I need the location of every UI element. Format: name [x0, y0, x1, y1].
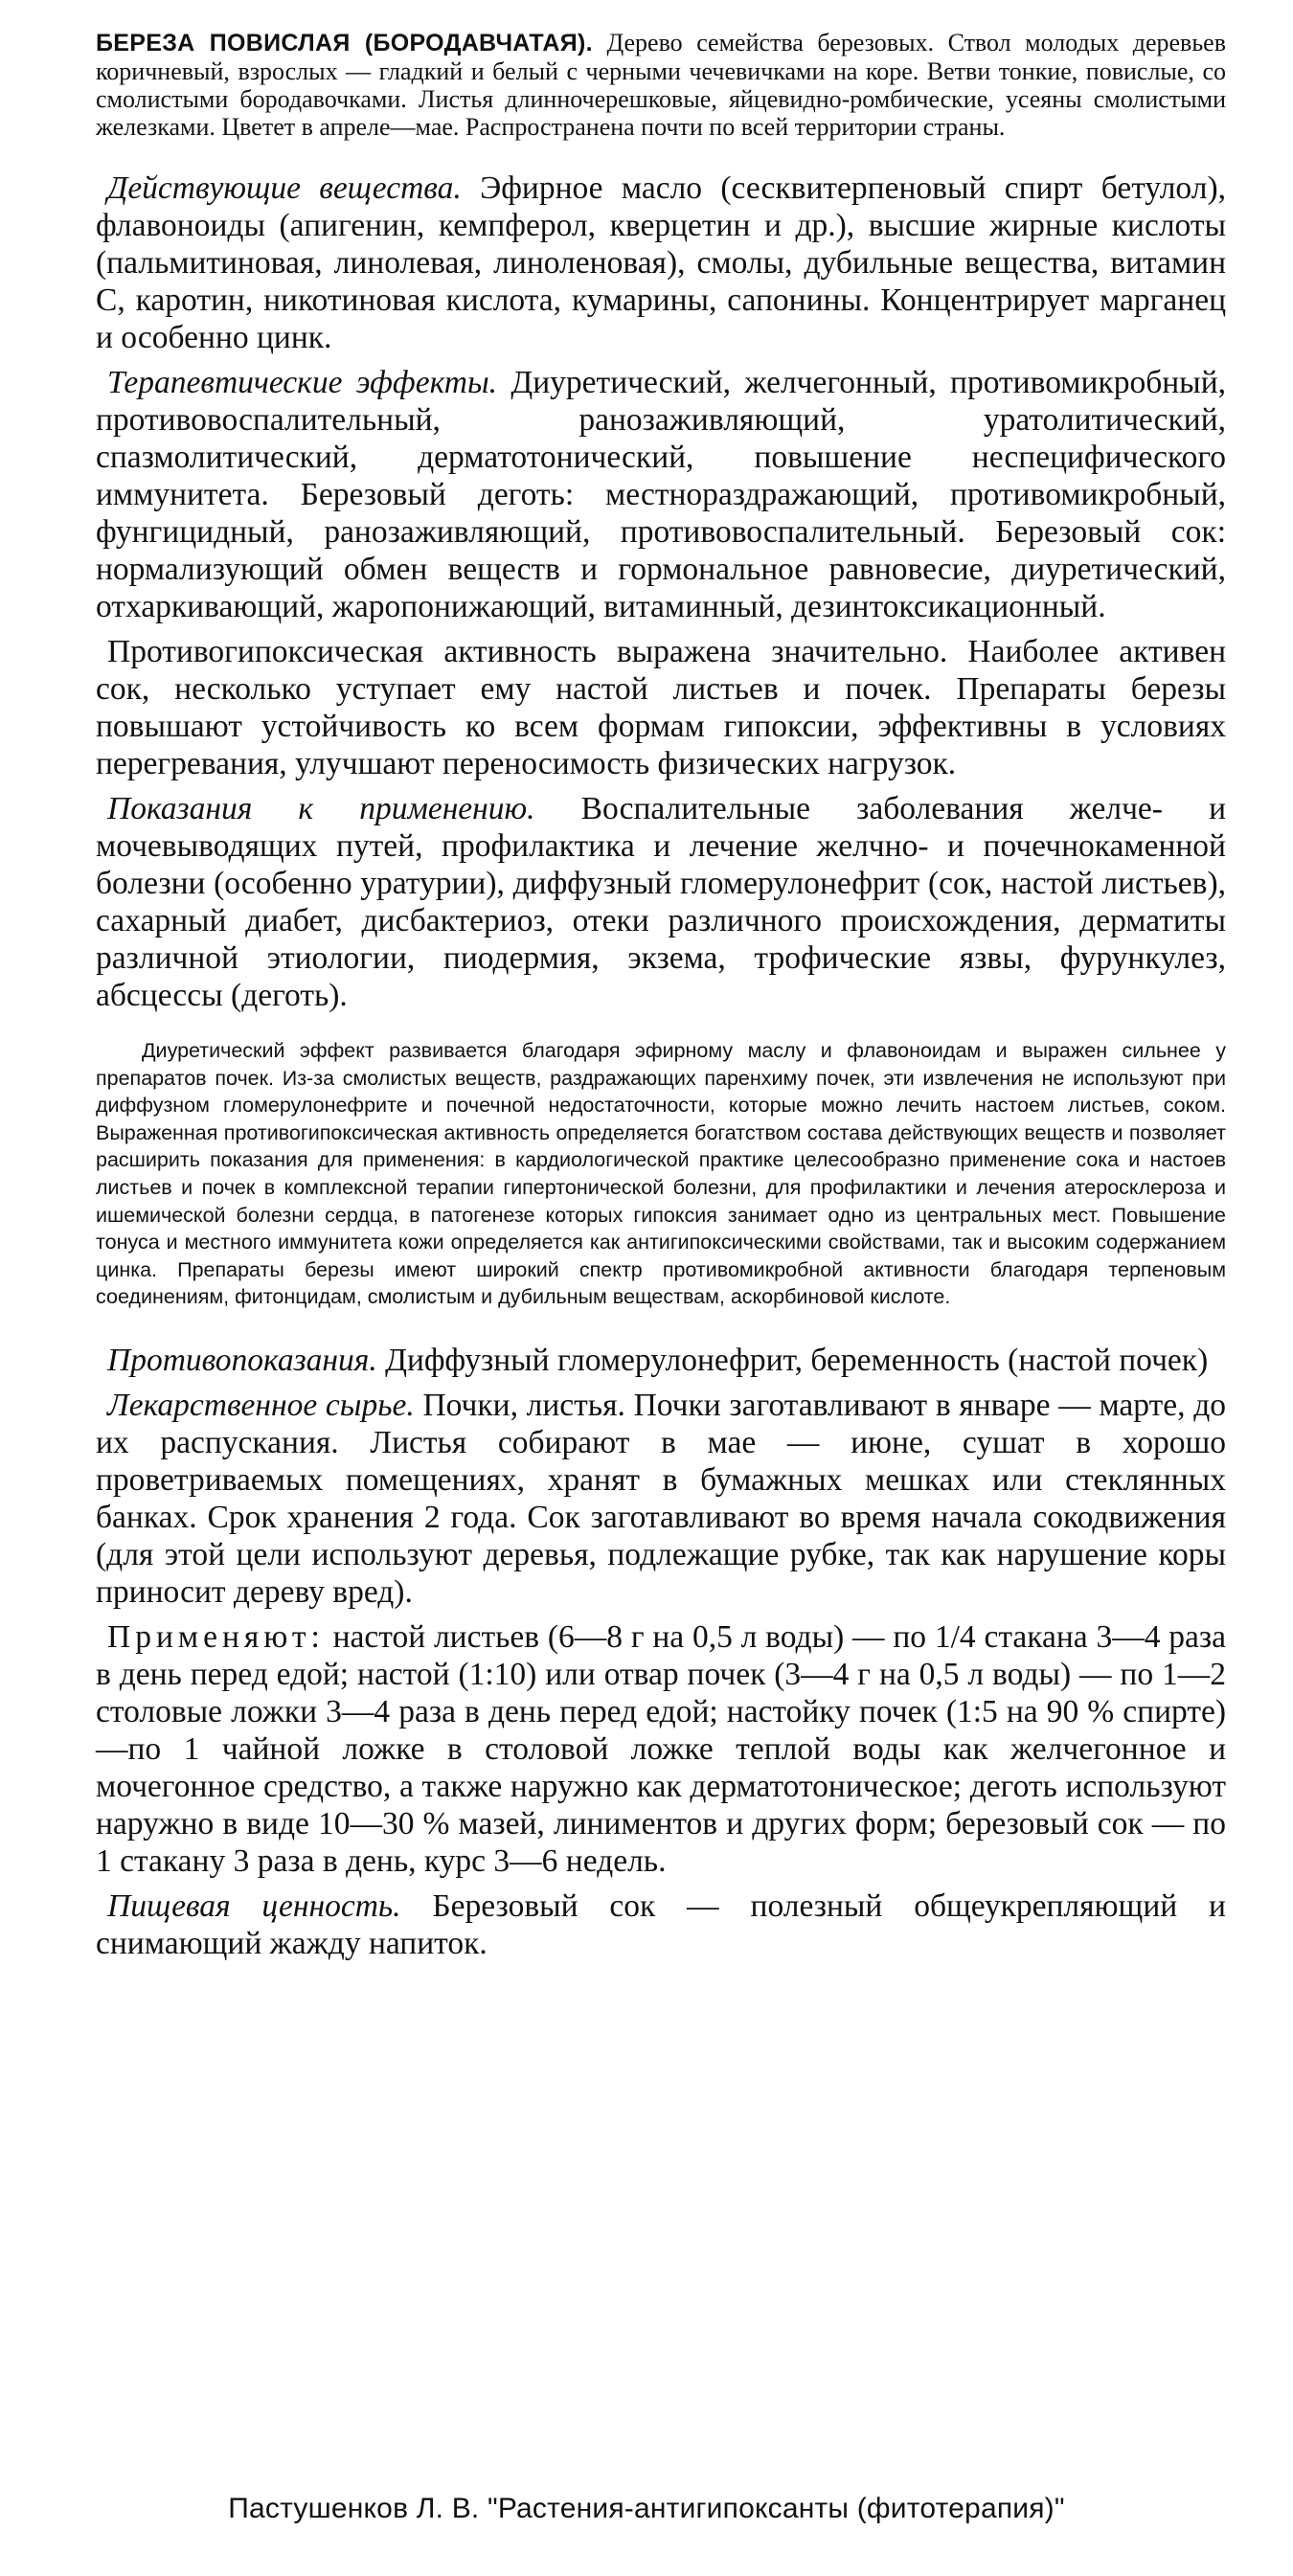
active-substances-paragraph: [96, 169, 1226, 356]
indications-label: Показания к применению.: [107, 791, 535, 826]
contraindications-text: Диффузный гломерулонефрит, беременность (настой почек): [376, 1342, 1209, 1378]
usage-label: Применяют:: [107, 1618, 325, 1655]
food-value-label: Пищевая ценность.: [107, 1887, 401, 1924]
intro-paragraph: [96, 29, 1226, 141]
food-value-text: Березовый сок — полезный общеукрепляющий и снимающий жажду напиток.: [96, 1887, 1226, 1961]
raw-material-label: Лекарственное сырье.: [107, 1387, 415, 1423]
raw-material-paragraph: [96, 1387, 1226, 1611]
therapeutic-effects-label: Терапевтические эффекты.: [107, 365, 498, 400]
usage-paragraph: [96, 1618, 1226, 1880]
food-value-paragraph: [96, 1887, 1226, 1962]
intro-text: Дерево семейства березовых. Ствол молодых деревьев коричневый, взрослых — гладкий и белый с черными чечевичками на коре. Ветви тонкие, повислые, со смолистыми бородавочками. Листья длинночерешковые, яйцевидно-ромбические, усеяны смолистыми железками. Цветет в апреле—мае. Распространена почти по всей территории страны.: [96, 29, 1226, 141]
note-paragraph: Диуретический эффект развивается благодаря эфирному маслу и флавоноидам и выражен сильнее у препаратов почек. Из-за смолистых веществ, раздражающих паренхиму почек, эти извлечения не используют при диффузном гломерулонефрите и почечной недостаточности, которые можно лечить настоем листьев, соком. Выраженная противогипоксическая активность определяется богатством состава действующих веществ и позволяет расширить показания для применения: в кардиологической практике целесообразно применение сока и настоев листьев и почек в комплексной терапии гипертонической болезни, для профилактики и лечения атеросклероза и ишемической болезни сердца, в патогенезе которых гипоксия занимает одно из центральных мест. Повышение тонуса и местного иммунитета кожи определяется как антигипоксическими свойствами, так и высоким содержанием цинка. Препараты березы имеют широкий спектр противомикробной активности благодаря терпеновым соединениям, фитонцидам, смолистым и дубильным веществам, аскорбиновой кислоте.: [96, 1039, 1226, 1309]
contraindications-paragraph: [96, 1342, 1226, 1379]
source-citation: Пастушенков Л. В. "Растения-антигипоксанты (фитотерапия)": [228, 2493, 1065, 2524]
therapeutic-effects-paragraph: [96, 364, 1226, 625]
plant-heading: БЕРЕЗА ПОВИСЛАЯ (БОРОДАВЧАТАЯ).: [96, 30, 593, 56]
raw-material-text: Почки, листья. Почки заготавливают в январе — марте, до их распускания. Листья собирают в мае — июне, сушат в хорошо проветриваемых помещениях, хранят в бумажных мешках или стеклянных банках. Срок хранения 2 года. Сок заготавливают во время начала сокодвижения (для этой цели используют деревья, подлежащие рубке, так как нарушение коры приносит дереву вред).: [96, 1387, 1226, 1610]
indications-text: Воспалительные заболевания желче- и мочевыводящих путей, профилактика и лечение желчно- и почечнокаменной болезни (особенно уратурии), диффузный гломерулонефрит (сок, настой листьев), сахарный диабет, дисбактериоз, отеки различного происхождения, дерматиты различной этиологии, пиодермия, экзема, трофические язвы, фурункулез, абсцессы (деготь).: [96, 791, 1226, 1013]
active-substances-label: Действующие вещества.: [107, 170, 462, 206]
contraindications-label: Противопоказания.: [107, 1342, 377, 1378]
active-substances-text: Эфирное масло (сесквитерпеновый спирт бетулол), флавоноиды (апигенин, кемпферол, кверцетин и др.), высшие жирные кислоты (пальмитиновая, линолевая, линоленовая), смолы, дубильные вещества, витамин С, каротин, никотиновая кислота, кумарины, сапонины. Концентрирует марганец и особенно цинк.: [96, 170, 1226, 355]
antihypoxic-paragraph: Противогипоксическая активность выражена значительно. Наиболее активен сок, несколько уступает ему настой листьев и почек. Препараты березы повышают устойчивость ко всем формам гипоксии, эффективны в условиях перегревания, улучшают переносимость физических нагрузок.: [96, 634, 1226, 781]
article: [96, 29, 1226, 1962]
indications-paragraph: [96, 790, 1226, 1014]
usage-text: настой листьев (6—8 г на 0,5 л воды) — по 1/4 стакана 3—4 раза в день перед едой; настой (1:10) или отвар почек (3—4 г на 0,5 л воды) — по 1—2 столовые ложки 3—4 раза в день перед едой; настойку почек (1:5 на 90 % спирте)—по 1 чайной ложке в столовой ложке теплой воды как желчегонное и мочегонное средство, а также наружно как дерматотоническое; деготь используют наружно в виде 10—30 % мазей, линиментов и других форм; березовый сок — по 1 стакану 3 раза в день, курс 3—6 недель.: [96, 1618, 1226, 1879]
therapeutic-effects-text: Диуретический, желчегонный, противомикробный, противовоспалительный, ранозаживляющий, уратолитический, спазмолитический, дерматотонический, повышение неспецифического иммунитета. Березовый деготь: местнораздражающий, противомикробный, фунгицидный, ранозаживляющий, противовоспалительный. Березовый сок: нормализующий обмен веществ и гормональное равновесие, диуретический, отхаркивающий, жаропонижающий, витаминный, дезинтоксикационный.: [96, 365, 1226, 624]
